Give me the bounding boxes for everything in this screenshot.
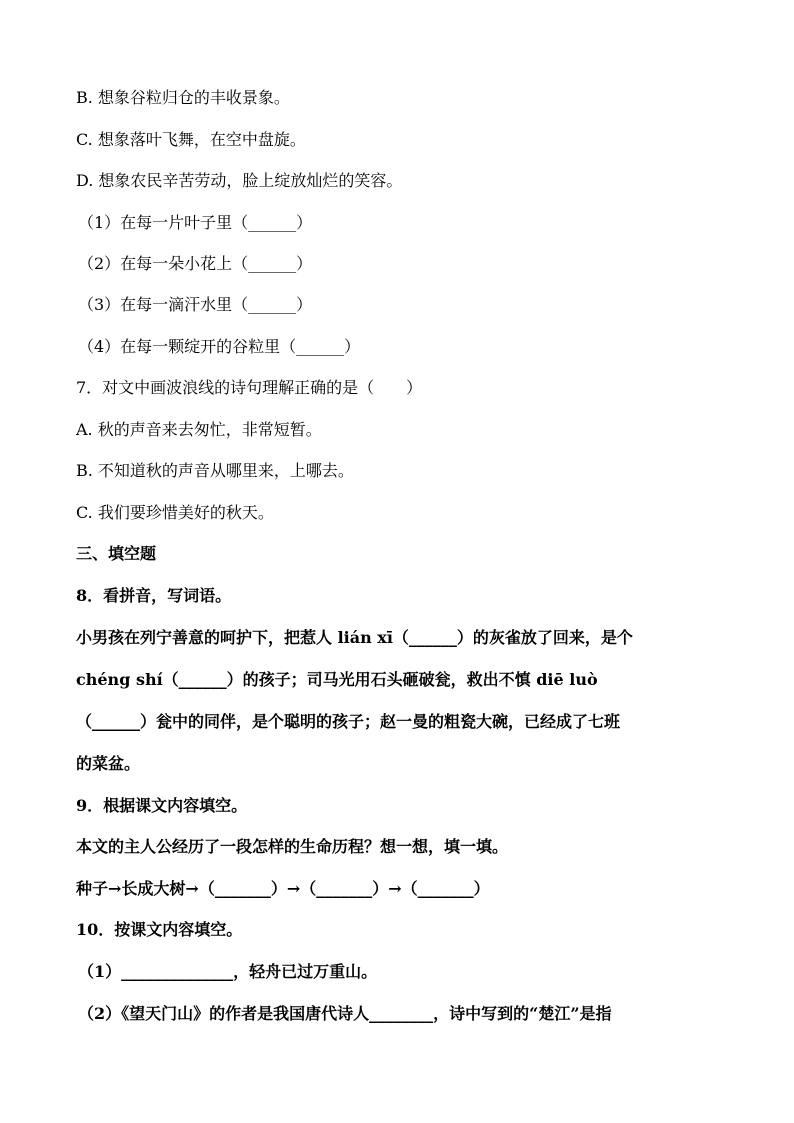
q6-option-d: D. 想象农民辛苦劳动，脸上绽放灿烂的笑容。	[76, 171, 403, 190]
q8-line-3: （______）瓮中的同伴，是个聪明的孩子；赵一曼的粗瓷大碗，已经成了七班	[76, 712, 621, 731]
q6-option-c: C. 想象落叶飞舞，在空中盘旋。	[76, 130, 306, 149]
q10-title: 10．按课文内容填空。	[76, 920, 243, 939]
q6-item-4: （4）在每一颗绽开的谷粒里（______）	[78, 337, 361, 356]
q7-question: 7．对文中画波浪线的诗句理解正确的是（ ）	[76, 378, 423, 397]
q6-option-b: B. 想象谷粒归仓的丰收景象。	[76, 88, 290, 107]
section-title: 三、填空题	[76, 544, 157, 563]
q8-title: 8．看拼音，写词语。	[76, 586, 232, 605]
q6-item-3: （3）在每一滴汗水里（______）	[78, 295, 313, 314]
q9-chain: 种子→长成大树→（_______）→（_______）→（_______）	[76, 879, 490, 898]
q7-option-c: C. 我们要珍惜美好的秋天。	[76, 503, 274, 522]
q9-title: 9．根据课文内容填空。	[76, 796, 248, 815]
q10-item-1: （1）______________，轻舟已过万重山。	[78, 962, 378, 981]
q9-prompt: 本文的主人公经历了一段怎样的生命历程？想一想，填一填。	[76, 837, 509, 856]
q6-item-1: （1）在每一片叶子里（______）	[78, 213, 313, 232]
q6-item-2: （2）在每一朵小花上（______）	[78, 254, 313, 273]
q8-line-4: 的菜盆。	[76, 754, 141, 773]
q8-line-1: 小男孩在列宁善意的呵护下，把惹人 lián xī（______）的灰雀放了回来，是个	[76, 628, 633, 647]
q8-line-2: chéng shí（______）的孩子；司马光用石头砸破瓮，救出不慎 diē luò	[76, 670, 598, 689]
q7-option-a: A. 秋的声音来去匆忙，非常短暂。	[76, 420, 322, 439]
q7-option-b: B. 不知道秋的声音从哪里来，上哪去。	[76, 461, 354, 480]
q10-item-2: （2）《望天门山》的作者是我国唐代诗人________，诗中写到的“楚江”是指	[78, 1004, 612, 1023]
